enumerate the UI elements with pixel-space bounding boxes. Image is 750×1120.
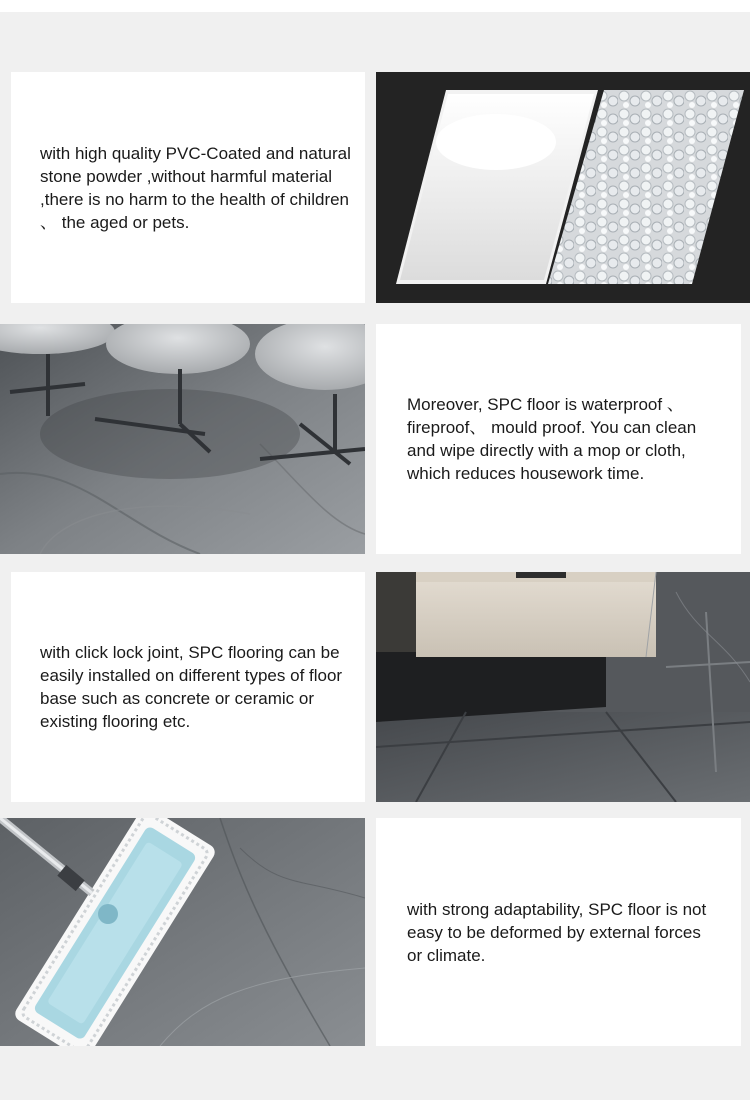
mop-marble-floor-photo [0, 818, 365, 1046]
bottom-band [0, 1100, 750, 1120]
feature-text-4: with strong adaptability, SPC floor is not easy to be deformed by external forces or climate. [407, 899, 707, 965]
feature-text-panel-1 [11, 72, 365, 303]
feature-text-panel-4 [376, 818, 741, 1046]
feature-text-1: with high quality PVC-Coated and natural stone powder ,without harmful material ,there is no harm to the health of children 、 the aged or pets. [40, 143, 351, 232]
feature-text-3: with click lock joint, SPC flooring can be easily installed on different types of floor base such as concrete or ceramic or existing flooring etc. [40, 643, 343, 731]
feature-text-panel-2 [376, 324, 741, 554]
stone-powder-photo [376, 72, 750, 303]
feature-text-panel-3 [11, 572, 365, 802]
chairs-marble-floor-photo [0, 324, 365, 554]
feature-text-2: Moreover, SPC floor is waterproof 、fireproof、 mould proof. You can clean and wipe directly with a mop or cloth, which reduces housework time. [407, 395, 697, 483]
bathroom-cabinet-floor-photo [376, 572, 750, 802]
top-band [0, 0, 750, 12]
